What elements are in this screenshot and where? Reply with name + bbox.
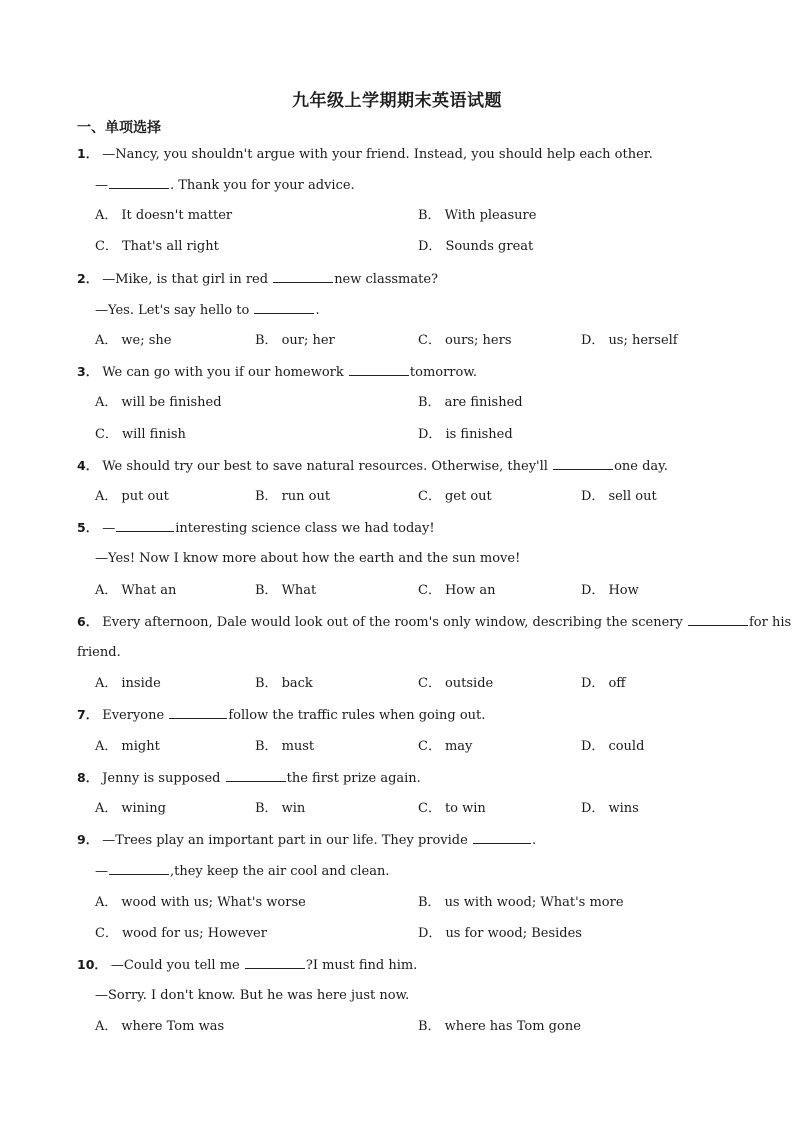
answer-blank: [169, 706, 227, 719]
option-d: D． could: [581, 739, 645, 754]
question-8-stem: 8． Jenny is supposed the first prize again.: [77, 770, 421, 786]
option-b: B． where has Tom gone: [418, 1019, 581, 1034]
option-b: B． What: [255, 583, 317, 598]
option-a: A． inside: [95, 676, 161, 691]
section-heading: 一、单项选择: [77, 120, 161, 136]
option-d: D． us; herself: [581, 333, 678, 348]
question-1-reply: — . Thank you for your advice.: [95, 178, 355, 193]
option-d: D． us for wood; Besides: [418, 926, 582, 941]
question-number: 4．: [77, 458, 99, 473]
question-6-stem: 6． Every afternoon, Dale would look out of the room's only window, describing the scenery for his: [77, 614, 792, 630]
option-c: C． to win: [418, 801, 486, 816]
option-a: A． will be finished: [95, 395, 222, 410]
option-c: C． outside: [418, 676, 494, 691]
answer-blank: [349, 363, 409, 376]
option-a: A． wood with us; What's worse: [95, 895, 306, 910]
question-number: 10．: [77, 957, 107, 972]
question-2-reply: —Yes. Let's say hello to .: [95, 303, 320, 318]
question-3-stem: 3． We can go with you if our homework tomorrow.: [77, 364, 478, 380]
option-a: A． What an: [95, 583, 177, 598]
option-a: A． wining: [95, 801, 166, 816]
answer-blank: [109, 176, 169, 189]
option-b: B． back: [255, 676, 313, 691]
option-b: B． must: [255, 739, 315, 754]
question-number: 9．: [77, 832, 99, 847]
option-b: B． our; her: [255, 333, 335, 348]
answer-blank: [553, 457, 613, 470]
option-d: D． off: [581, 676, 626, 691]
option-d: D． wins: [581, 801, 639, 816]
option-c: C． That's all right: [95, 239, 219, 254]
question-number: 8．: [77, 770, 99, 785]
option-a: A． might: [95, 739, 160, 754]
question-number: 7．: [77, 707, 99, 722]
question-number: 3．: [77, 364, 99, 379]
option-b: B． are finished: [418, 395, 523, 410]
answer-blank: [273, 270, 333, 283]
question-number: 6．: [77, 614, 99, 629]
question-2-stem: 2． —Mike, is that girl in red new classmate?: [77, 271, 439, 287]
option-c: C． wood for us; However: [95, 926, 267, 941]
option-d: D． How: [581, 583, 639, 598]
option-d: D． Sounds great: [418, 239, 534, 254]
option-c: C． ours; hers: [418, 333, 512, 348]
option-c: C． get out: [418, 489, 492, 504]
question-5-reply: —Yes! Now I know more about how the earth and the sun move!: [95, 551, 521, 566]
answer-blank: [109, 862, 169, 875]
option-a: A． where Tom was: [95, 1019, 225, 1034]
question-7-stem: 7． Everyone follow the traffic rules when going out.: [77, 707, 486, 723]
question-5-stem: 5． — interesting science class we had today!: [77, 520, 435, 536]
option-c: C． may: [418, 739, 473, 754]
option-b: B． win: [255, 801, 306, 816]
question-1-stem: 1． —Nancy, you shouldn't argue with your friend. Instead, you should help each other.: [77, 146, 653, 162]
option-c: C． will finish: [95, 427, 186, 442]
question-10-stem: 10． —Could you tell me ?I must find him.: [77, 957, 418, 973]
option-d: D． sell out: [581, 489, 657, 504]
answer-blank: [245, 956, 305, 969]
answer-blank: [254, 301, 314, 314]
option-b: B． With pleasure: [418, 208, 537, 223]
question-9-reply: — ,they keep the air cool and clean.: [95, 864, 390, 879]
option-a: A． we; she: [95, 333, 172, 348]
page-title: 九年级上学期期末英语试题: [292, 91, 502, 111]
answer-blank: [688, 613, 748, 626]
question-10-reply: —Sorry. I don't know. But he was here just now.: [95, 988, 410, 1003]
question-number: 2．: [77, 271, 99, 286]
answer-blank: [473, 831, 531, 844]
option-d: D． is finished: [418, 427, 513, 442]
answer-blank: [226, 769, 286, 782]
option-a: A． It doesn't matter: [95, 208, 233, 223]
option-a: A． put out: [95, 489, 169, 504]
question-number: 5．: [77, 520, 99, 535]
question-9-stem: 9． —Trees play an important part in our life. They provide .: [77, 832, 537, 848]
answer-blank: [116, 519, 174, 532]
option-b: B． us with wood; What's more: [418, 895, 624, 910]
option-b: B． run out: [255, 489, 331, 504]
question-number: 1．: [77, 146, 99, 161]
question-4-stem: 4． We should try our best to save natural resources. Otherwise, they'll one day.: [77, 458, 668, 474]
option-c: C． How an: [418, 583, 496, 598]
question-6-stem-continued: friend.: [77, 645, 121, 660]
